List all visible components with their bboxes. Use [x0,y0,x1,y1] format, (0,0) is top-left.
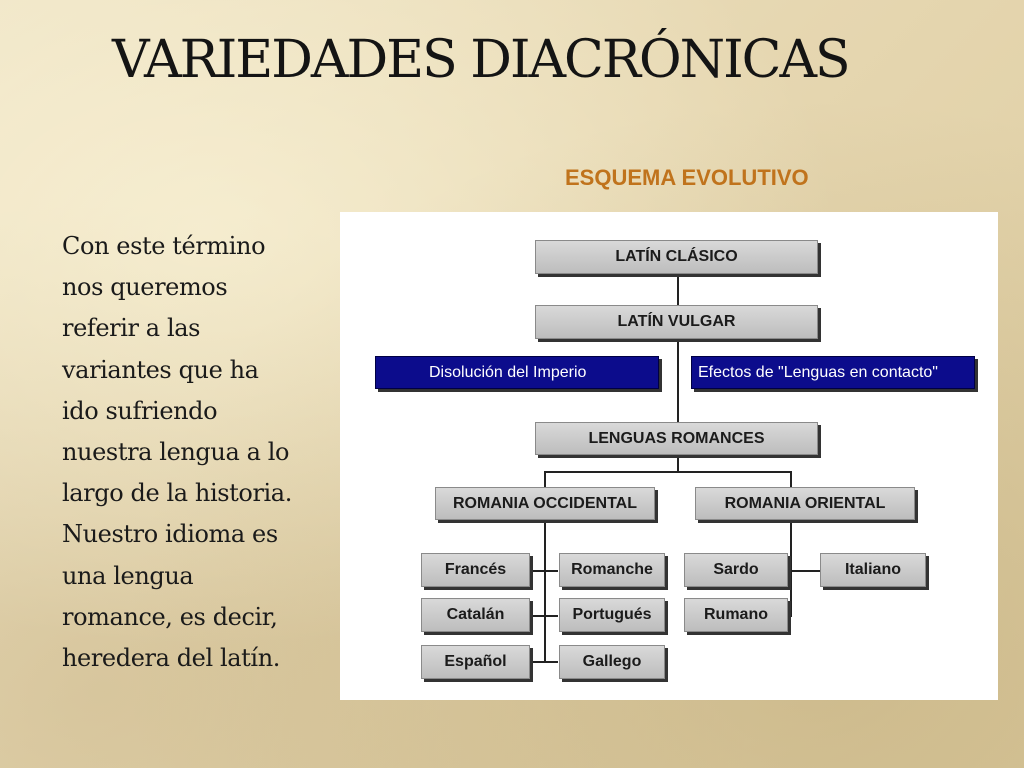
connector-line [530,661,558,663]
connector-line [544,471,792,473]
node-lenguas-romances: LENGUAS ROMANCES [535,422,818,455]
connector-line [530,615,558,617]
node-romanche: Romanche [559,553,665,587]
connector-line [677,274,679,308]
connector-line [544,471,546,488]
body-text: Con este término nos queremos referir a las variantes que ha ido sufriendo nuestra lengua a lo largo de la historia. Nuestro idioma es una lengua romance, es decir, heredera del latín. [62,232,292,673]
node-disolucion-imperio: Disolución del Imperio [375,356,659,389]
node-espanol: Español [421,645,530,679]
evolution-diagram [340,212,998,700]
connector-line [677,454,679,472]
node-romania-oriental: ROMANIA ORIENTAL [695,487,915,520]
connector-line [790,471,792,488]
node-gallego: Gallego [559,645,665,679]
connector-line [530,570,558,572]
node-catalan: Catalán [421,598,530,632]
node-italiano: Italiano [820,553,926,587]
node-sardo: Sardo [684,553,788,587]
node-latin-clasico: LATÍN CLÁSICO [535,240,818,274]
node-latin-vulgar: LATÍN VULGAR [535,305,818,339]
node-efectos-lenguas-contacto: Efectos de "Lenguas en contacto" [691,356,975,389]
connector-line [544,519,546,663]
node-rumano: Rumano [684,598,788,632]
slide-title: VARIEDADES DIACRÓNICAS [112,30,849,90]
diagram-subtitle: ESQUEMA EVOLUTIVO [565,165,809,190]
node-frances: Francés [421,553,530,587]
node-romania-occidental: ROMANIA OCCIDENTAL [435,487,655,520]
connector-line [677,339,679,423]
node-portugues: Portugués [559,598,665,632]
connector-line [790,519,792,617]
